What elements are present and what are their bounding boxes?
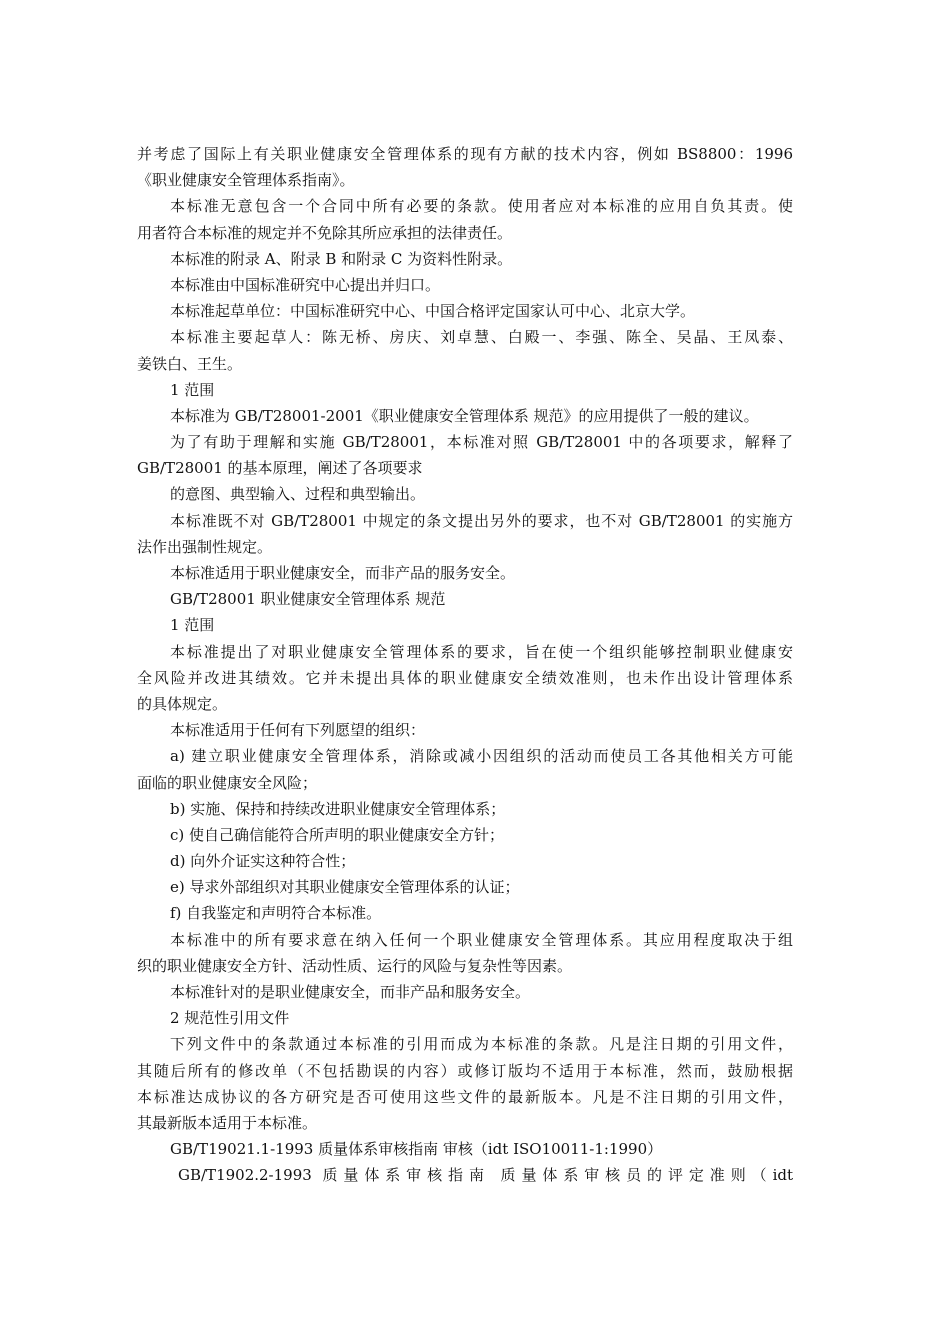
section-heading: 2 规范性引用文件 — [170, 1009, 290, 1028]
paragraph-line: 本标准为 GB/T28001-2001《职业健康安全管理体系 规范》的应用提供了一般的建议。 — [170, 406, 759, 425]
paragraph-line: 全风险并改进其绩效。它并未提出具体的职业健康安全绩效准则，也未作出设计管理体系 — [137, 668, 793, 687]
list-item: e) 导求外部组织对其职业健康安全管理体系的认证； — [170, 878, 520, 897]
paragraph-line: 本标准主要起草人：陈无桥、房庆、刘卓慧、白殿一、李强、陈全、吴晶、王凤泰、 — [170, 328, 793, 347]
paragraph-line: 本标准由中国标准研究中心提出并归口。 — [170, 275, 441, 294]
paragraph-line: 织的职业健康安全方针、活动性质、运行的风险与复杂性等因素。 — [137, 956, 573, 975]
paragraph-line: 下列文件中的条款通过本标准的引用而成为本标准的条款。凡是注日期的引用文件， — [170, 1035, 793, 1054]
section-heading: 1 范围 — [170, 380, 215, 399]
document-body — [137, 141, 793, 1189]
list-item: a) 建立职业健康安全管理体系，消除或减小因组织的活动而使员工各其他相关方可能 — [170, 747, 793, 766]
paragraph-line: 法作出强制性规定。 — [137, 537, 273, 556]
paragraph-line: 本标准提出了对职业健康安全管理体系的要求，旨在使一个组织能够控制职业健康安 — [170, 642, 793, 661]
list-item: b) 实施、保持和持续改进职业健康安全管理体系； — [170, 799, 506, 818]
paragraph-line: 本标准无意包含一个合同中所有必要的条款。使用者应对本标准的应用自负其责。使 — [170, 197, 793, 216]
paragraph-line: 为了有助于理解和实施 GB/T28001，本标准对照 GB/T28001 中的各项要求，解释了 — [170, 433, 793, 452]
paragraph-line: 其最新版本适用于本标准。 — [137, 1113, 318, 1132]
paragraph-line: 本标准达成协议的各方研究是否可使用这些文件的最新版本。凡是不注日期的引用文件， — [137, 1087, 793, 1106]
list-item: f) 自我鉴定和声明符合本标准。 — [170, 904, 382, 923]
paragraph-line: 的具体规定。 — [137, 694, 228, 713]
reference-item: GB/T19021.1-1993 质量体系审核指南 审核（idt ISO10011-1:1990） — [170, 1140, 663, 1159]
list-item: c) 使自己确信能符合所声明的职业健康安全方针； — [170, 825, 505, 844]
paragraph-line: 本标准针对的是职业健康安全，而非产品和服务安全。 — [170, 983, 531, 1001]
paragraph-line: 本标准的附录 A、附录 B 和附录 C 为资料性附录。 — [170, 249, 513, 268]
paragraph-line: 《职业健康安全管理体系指南》。 — [137, 171, 355, 190]
list-item: d) 向外介证实这种符合性； — [170, 852, 356, 871]
list-item-continuation: 面临的职业健康安全风险； — [137, 773, 318, 792]
section-heading: 1 范围 — [170, 616, 215, 635]
paragraph-line: 本标准适用于职业健康安全，而非产品的服务安全。 — [170, 564, 516, 582]
paragraph-line: 本标准适用于任何有下列愿望的组织： — [170, 721, 426, 740]
paragraph-line: 的意图、典型输入、过程和典型输出。 — [170, 485, 426, 504]
paragraph-line: 并考虑了国际上有关职业健康安全管理体系的现有方献的技术内容，例如 BS8800：1996 — [137, 145, 793, 163]
paragraph-line: 用者符合本标准的规定并不免除其所应承担的法律责任。 — [137, 223, 513, 242]
paragraph-line: 姜铁白、王生。 — [137, 354, 243, 373]
paragraph-line: 本标准既不对 GB/T28001 中规定的条文提出另外的要求，也不对 GB/T28001 的实施方 — [170, 511, 793, 530]
reference-item: GB/T1902.2-1993 质量体系审核指南 质量体系审核员的评定准则（idt — [178, 1166, 793, 1185]
paragraph-line: 其随后所有的修改单（不包括勘误的内容）或修订版均不适用于本标准，然而，鼓励根据 — [137, 1061, 793, 1080]
paragraph-line: 本标准起草单位：中国标准研究中心、中国合格评定国家认可中心、北京大学。 — [170, 302, 696, 321]
paragraph-line: 本标准中的所有要求意在纳入任何一个职业健康安全管理体系。其应用程度取决于组 — [170, 930, 793, 949]
paragraph-line: GB/T28001 的基本原理，阐述了各项要求 — [137, 459, 423, 478]
document-title: GB/T28001 职业健康安全管理体系 规范 — [170, 590, 446, 609]
